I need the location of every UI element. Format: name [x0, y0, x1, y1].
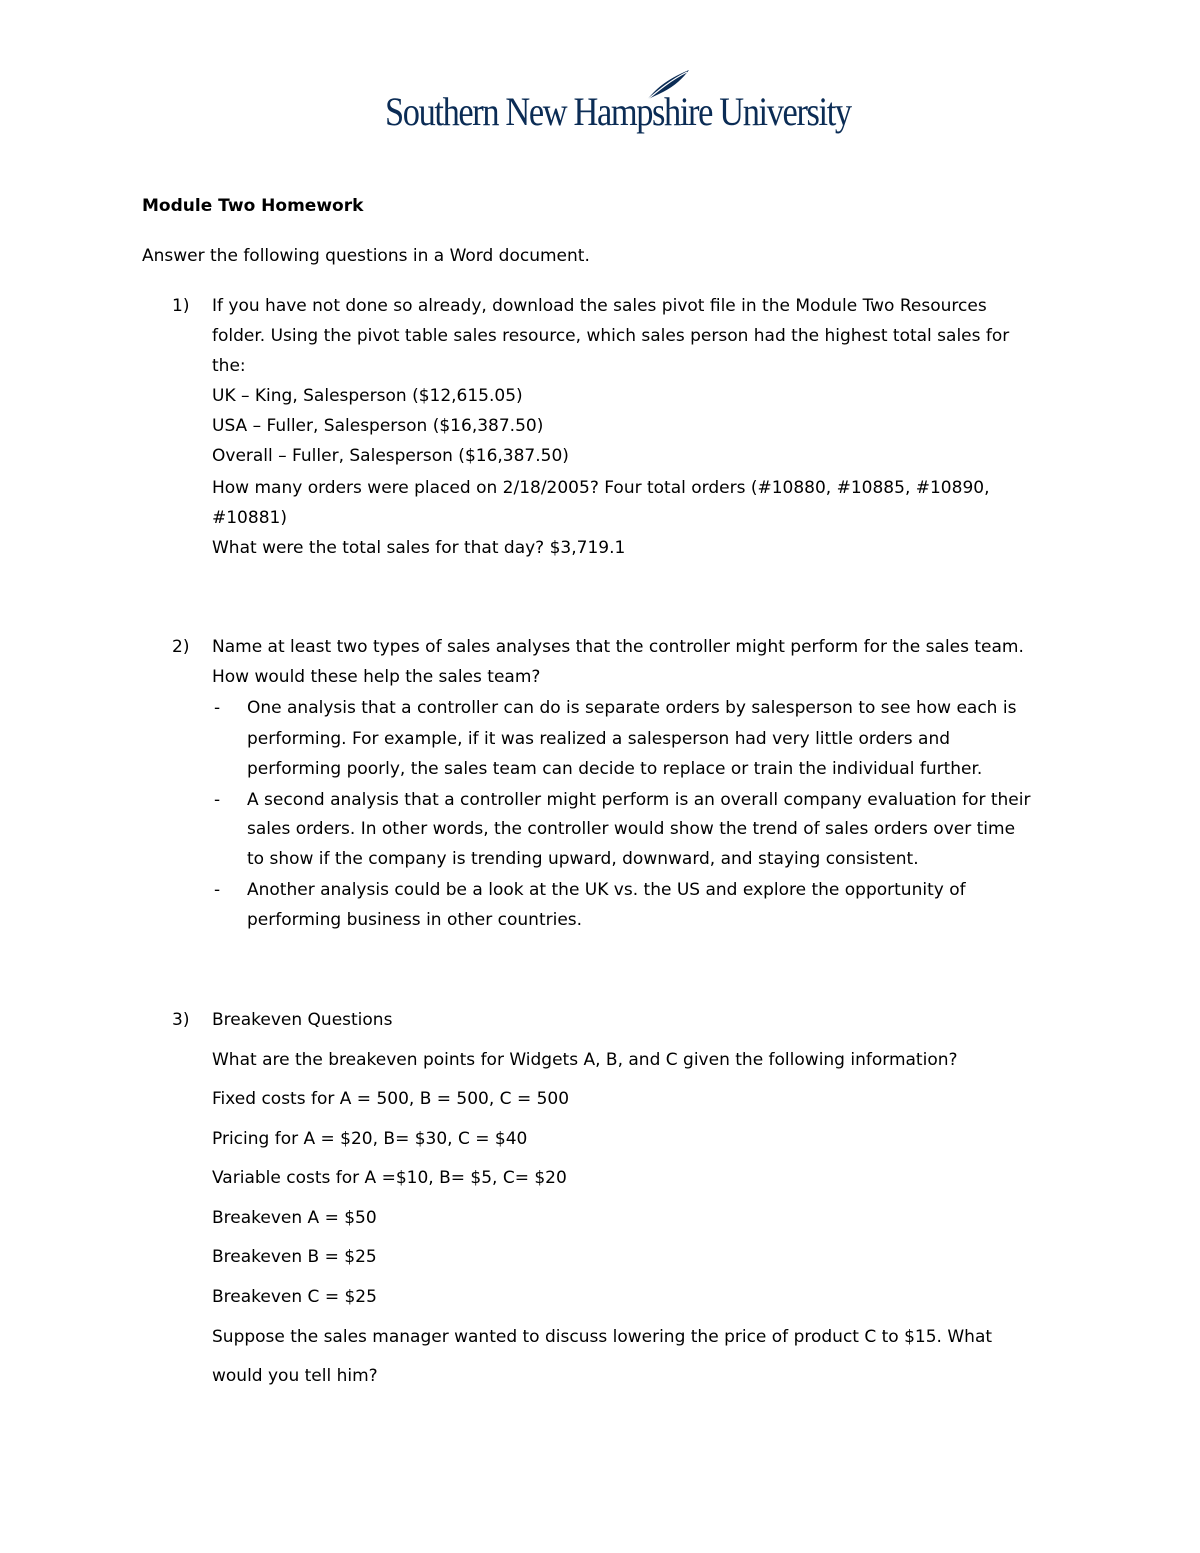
bullet-marker: - [214, 790, 221, 810]
bullet-text: performing business in other countries. [247, 910, 583, 930]
bullet-marker: - [214, 698, 221, 718]
q1-line: If you have not done so already, download the sales pivot file in the Module Two Resources [212, 296, 987, 316]
q3-breakeven-a: Breakeven A = $50 [212, 1208, 377, 1228]
bullet-text: One analysis that a controller can do is separate orders by salesperson to see how each is [247, 698, 1017, 718]
bullet-text: sales orders. In other words, the controller would show the trend of sales orders over time [247, 819, 1016, 839]
q1-answer-overall: Overall – Fuller, Salesperson ($16,387.50) [212, 446, 569, 466]
document-title: Module Two Homework [142, 196, 364, 216]
question-2-number: 2) [172, 637, 190, 657]
question-3-number: 3) [172, 1010, 190, 1030]
q3-line: Pricing for A = $20, B= $30, C = $40 [212, 1129, 528, 1149]
bullet-marker: - [214, 880, 221, 900]
q2-line: Name at least two types of sales analyses that the controller might perform for the sales team. [212, 637, 1024, 657]
q1-line: #10881) [212, 508, 287, 528]
bullet-text: to show if the company is trending upward, downward, and staying consistent. [247, 849, 919, 869]
q1-answer-uk: UK – King, Salesperson ($12,615.05) [212, 386, 523, 406]
q3-breakeven-c: Breakeven C = $25 [212, 1287, 377, 1307]
q3-line: would you tell him? [212, 1366, 378, 1386]
bullet-text: A second analysis that a controller might perform is an overall company evaluation for their [247, 790, 1031, 810]
q2-line: How would these help the sales team? [212, 667, 541, 687]
logo-wordmark: Southern New Hampshire University [385, 89, 851, 134]
q1-line: the: [212, 356, 246, 376]
q3-line: Suppose the sales manager wanted to discuss lowering the price of product C to $15. What [212, 1327, 993, 1347]
university-logo [385, 68, 851, 140]
q3-breakeven-b: Breakeven B = $25 [212, 1247, 377, 1267]
intro-text: Answer the following questions in a Word document. [142, 246, 590, 266]
question-1-number: 1) [172, 296, 190, 316]
q1-line: What were the total sales for that day? $3,719.1 [212, 538, 626, 558]
q1-answer-usa: USA – Fuller, Salesperson ($16,387.50) [212, 416, 544, 436]
q1-line: folder. Using the pivot table sales resource, which sales person had the highest total sales for [212, 326, 1010, 346]
bullet-text: performing poorly, the sales team can decide to replace or train the individual further. [247, 759, 983, 779]
q3-heading: Breakeven Questions [212, 1010, 393, 1030]
q3-line: What are the breakeven points for Widgets A, B, and C given the following information? [212, 1050, 958, 1070]
bullet-text: performing. For example, if it was realized a salesperson had very little orders and [247, 729, 951, 749]
q3-line: Fixed costs for A = 500, B = 500, C = 500 [212, 1089, 570, 1109]
bullet-text: Another analysis could be a look at the UK vs. the US and explore the opportunity of [247, 880, 966, 900]
q3-line: Variable costs for A =$10, B= $5, C= $20 [212, 1168, 567, 1188]
q1-line: How many orders were placed on 2/18/2005? Four total orders (#10880, #10885, #10890, [212, 478, 990, 498]
